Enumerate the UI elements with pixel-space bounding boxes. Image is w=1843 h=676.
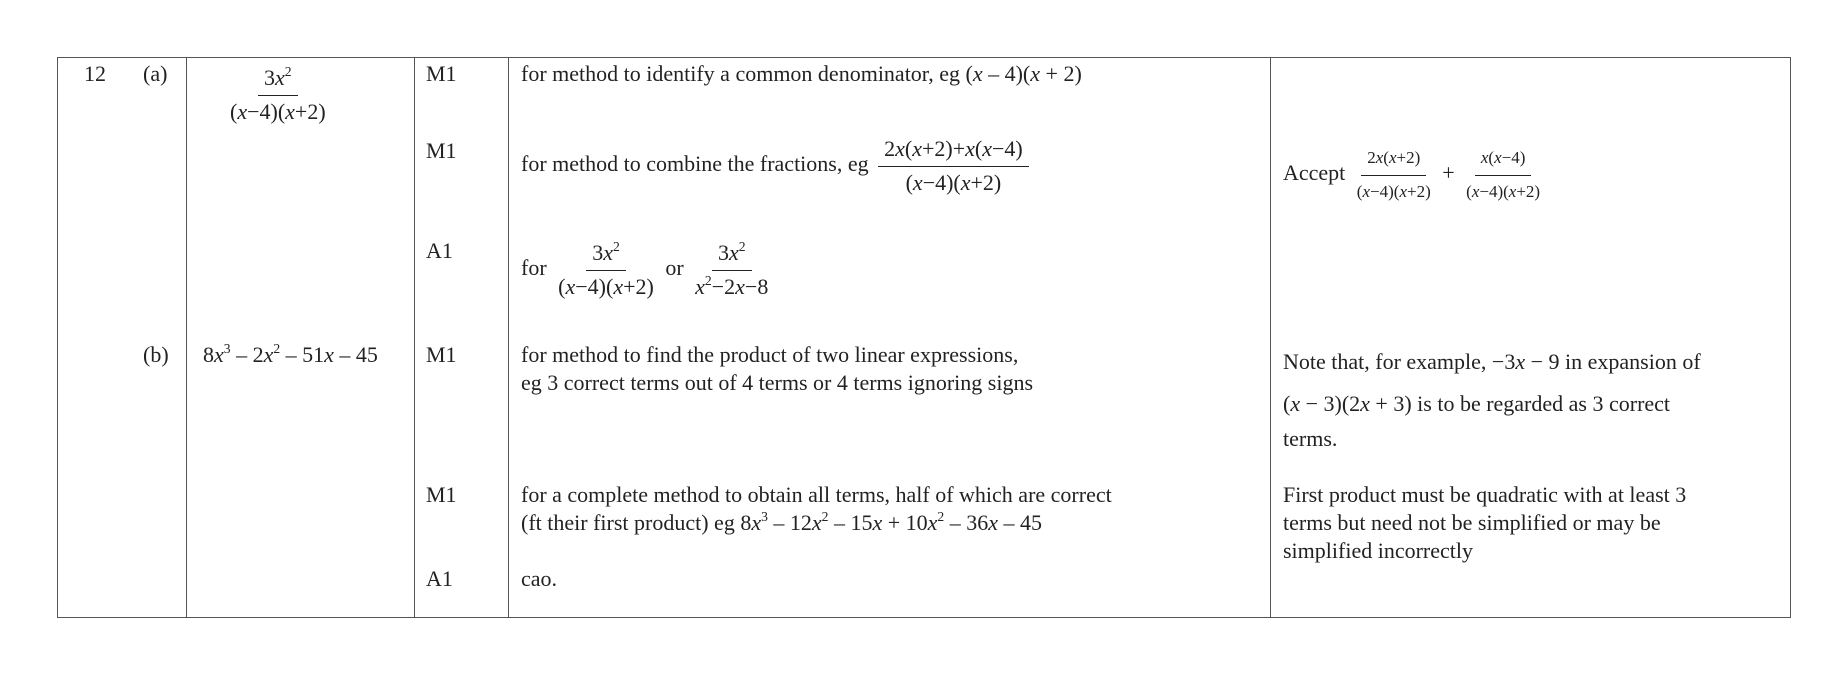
guidance-note-line1: Note that, for example, −3x − 9 in expansion of xyxy=(1283,349,1701,374)
part-a-label: (a) xyxy=(143,61,168,86)
column-divider xyxy=(508,57,509,618)
note-b2-line2: (ft their first product) eg $8x^3 - 12x^2 - 15x + 10x^2 - 36x - 45$ xyxy=(521,509,1042,535)
column-divider xyxy=(186,57,187,618)
mark-b3: A1 xyxy=(426,566,453,591)
mark-a2: M1 xyxy=(426,138,457,163)
mark-b2: M1 xyxy=(426,482,457,507)
part-b-label: (b) xyxy=(143,342,169,367)
guidance-accept-prefix: Accept xyxy=(1283,160,1346,186)
note-a2-fraction: $\frac{2x(x+2)+x(x-4)}{(x-4)(x+2)}$ xyxy=(878,135,1029,197)
guidance-first-line2: terms but need not be simplified or may be xyxy=(1283,510,1661,535)
answer-a: $\frac{3x^2}{(x-4)(x+2)}$ xyxy=(230,64,326,124)
note-b1-line2: eg 3 correct terms out of 4 terms or 4 terms ignoring signs xyxy=(521,370,1034,395)
note-a3-or: or xyxy=(665,255,684,281)
column-divider xyxy=(414,57,415,618)
guidance-first-line3: simplified incorrectly xyxy=(1283,538,1473,563)
note-a2 xyxy=(521,135,1029,197)
mark-a3: A1 xyxy=(426,238,453,263)
note-b2-line1: for a complete method to obtain all terms, half of which are correct xyxy=(521,482,1112,507)
note-b1-line1: for method to find the product of two linear expressions, xyxy=(521,342,1019,367)
guidance-accept: Accept $\frac{2x(x+2)}{(x-4)(x+2)}$ + $\frac{x(x-4)}{(x-4)(x+2)}$ xyxy=(1283,144,1546,206)
note-a3: for $\frac{3x^2}{(x-4)(x+2)}$ or $\frac{3x^2}{x^2-2x-8}$ xyxy=(521,239,769,299)
answer-b: $8x^3 - 2x^2 - 51x - 45$ xyxy=(203,341,378,367)
mark-a1: M1 xyxy=(426,61,457,86)
question-number: 12 xyxy=(84,61,106,86)
note-a1: for method to identify a common denominator, eg (x – 4)(x + 2) xyxy=(521,61,1082,86)
note-b3: cao. xyxy=(521,566,558,591)
guidance-note-line2: (x − 3)(2x + 3) is to be regarded as 3 correct xyxy=(1283,391,1671,416)
note-a2-prefix: for method to combine the fractions, eg xyxy=(521,151,869,177)
note-a3-prefix: for xyxy=(521,255,547,281)
guidance-note-line3: terms. xyxy=(1283,426,1338,451)
guidance-first-line1: First product must be quadratic with at least 3 xyxy=(1283,482,1687,507)
mark-b1: M1 xyxy=(426,342,457,367)
column-divider xyxy=(1270,57,1271,618)
